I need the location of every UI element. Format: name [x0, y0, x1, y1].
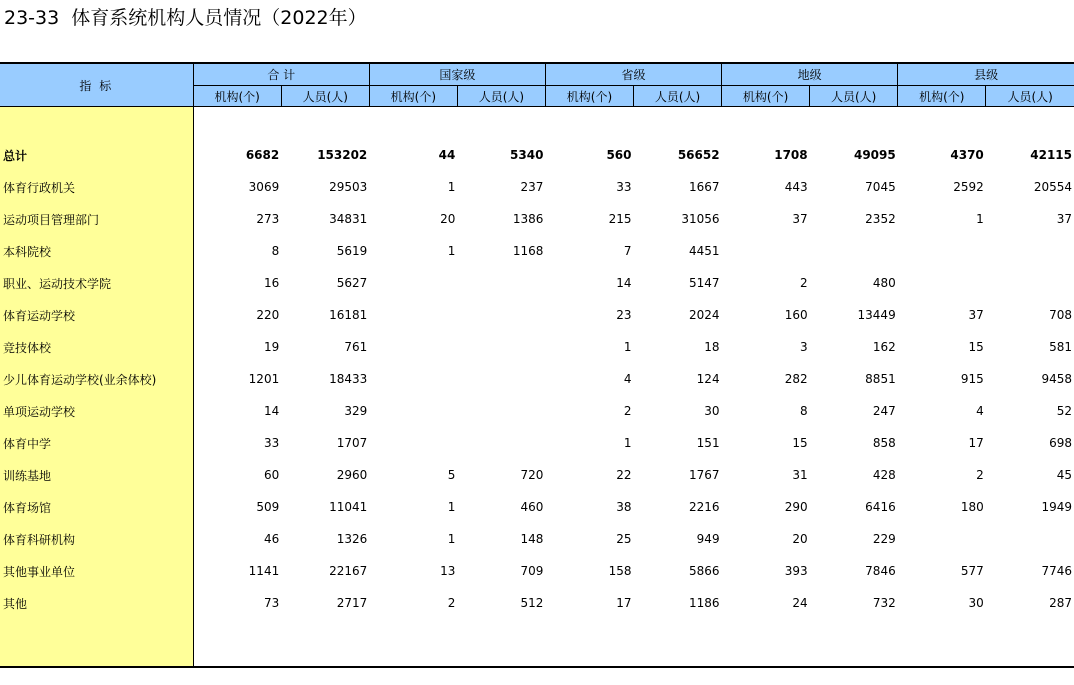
- header-personnel: 人员(人): [634, 86, 722, 107]
- header-institutions: 机构(个): [898, 86, 986, 107]
- cell-institutions: 1: [976, 212, 984, 226]
- cell-personnel: 732: [872, 596, 896, 610]
- cell-institutions: [369, 331, 457, 363]
- cell-personnel: 52: [1056, 404, 1072, 418]
- cell-institutions: 160: [784, 308, 808, 322]
- cell-personnel: 34831: [329, 212, 368, 226]
- cell-personnel: 247: [872, 404, 896, 418]
- cell-institutions: 1: [623, 436, 632, 450]
- cell-personnel: 1707: [336, 436, 368, 450]
- cell-institutions: 1: [447, 244, 456, 258]
- cell-personnel: [457, 363, 545, 395]
- cell-institutions: 17: [968, 436, 984, 450]
- cell-institutions: 577: [960, 564, 984, 578]
- cell-institutions: 73: [263, 596, 280, 610]
- label-cell: [0, 619, 193, 667]
- cell-personnel: 2352: [865, 212, 896, 226]
- cell-personnel: 162: [872, 340, 896, 354]
- cell-personnel: 709: [520, 564, 544, 578]
- row-label: 运动项目管理部门: [0, 203, 193, 235]
- cell-institutions: 15: [968, 340, 984, 354]
- cell-personnel: 18433: [329, 372, 368, 386]
- data-table-container: [0, 62, 1074, 668]
- cell-personnel: 49095: [853, 148, 896, 162]
- cell-personnel: 18: [704, 340, 720, 354]
- cell-personnel: 581: [1049, 340, 1072, 354]
- page-title: 23-33 体育系统机构人员情况（2022年）: [4, 7, 367, 29]
- cell-personnel: 7846: [865, 564, 896, 578]
- cell-institutions: 37: [968, 308, 984, 322]
- cell-personnel: [986, 235, 1074, 267]
- cell-institutions: 1: [447, 532, 456, 546]
- table-row: [0, 427, 1074, 459]
- cell-institutions: 915: [960, 372, 984, 386]
- cell-institutions: 1708: [774, 148, 808, 162]
- cell-personnel: 29503: [329, 180, 368, 194]
- row-label: 本科院校: [0, 235, 193, 267]
- cell-personnel: 460: [520, 500, 544, 514]
- cell-institutions: 2: [800, 276, 808, 290]
- cell-institutions: [369, 267, 457, 299]
- cell-personnel: 480: [872, 276, 896, 290]
- cell-personnel: 148: [520, 532, 544, 546]
- header-institutions: 机构(个): [722, 86, 810, 107]
- table-row: [0, 491, 1074, 523]
- row-label: 体育场馆: [0, 491, 193, 523]
- header-institutions: 机构(个): [193, 86, 281, 107]
- row-label: 训练基地: [0, 459, 193, 491]
- cell-institutions: 25: [616, 532, 632, 546]
- cell-institutions: 1: [623, 340, 632, 354]
- cell-institutions: 19: [263, 340, 280, 354]
- cell-institutions: 8: [800, 404, 808, 418]
- label-cell: [0, 107, 193, 140]
- table-row: [0, 203, 1074, 235]
- header-group-county: 县级: [898, 63, 1074, 86]
- header-group-prefecture: 地级: [722, 63, 898, 86]
- cell-institutions: 60: [263, 468, 280, 482]
- cell-institutions: 4: [623, 372, 632, 386]
- cell-institutions: 290: [784, 500, 808, 514]
- cell-personnel: 42115: [1030, 148, 1072, 162]
- cell-personnel: 1949: [1041, 500, 1072, 514]
- header-institutions: 机构(个): [369, 86, 457, 107]
- cell-personnel: 124: [696, 372, 720, 386]
- cell-personnel: 1186: [689, 596, 720, 610]
- cell-personnel: 5627: [336, 276, 368, 290]
- cell-institutions: 44: [438, 148, 456, 162]
- cell-personnel: 56652: [677, 148, 720, 162]
- cell-personnel: 1386: [512, 212, 544, 226]
- cell-institutions: 282: [784, 372, 808, 386]
- cell-personnel: 2216: [689, 500, 720, 514]
- data-table: [0, 62, 1074, 668]
- row-label: 单项运动学校: [0, 395, 193, 427]
- cell-institutions: 20: [792, 532, 808, 546]
- table-row: [0, 459, 1074, 491]
- cell-personnel: 30: [704, 404, 720, 418]
- cell-institutions: 20: [440, 212, 456, 226]
- cell-personnel: 708: [1049, 308, 1072, 322]
- cell-personnel: 512: [520, 596, 544, 610]
- empty-cell: [193, 619, 1074, 667]
- cell-personnel: 7045: [865, 180, 896, 194]
- cell-personnel: 1168: [512, 244, 544, 258]
- cell-personnel: 428: [872, 468, 896, 482]
- cell-institutions: 2592: [953, 180, 984, 194]
- cell-personnel: 31056: [681, 212, 720, 226]
- cell-institutions: 13: [440, 564, 456, 578]
- cell-personnel: [810, 235, 898, 267]
- table-header: [0, 63, 1074, 107]
- row-label: 体育中学: [0, 427, 193, 459]
- table-row: [0, 235, 1074, 267]
- header-personnel: 人员(人): [810, 86, 898, 107]
- cell-institutions: 1: [447, 180, 456, 194]
- cell-institutions: 6682: [245, 148, 280, 162]
- cell-institutions: 46: [263, 532, 280, 546]
- cell-personnel: 698: [1049, 436, 1072, 450]
- cell-personnel: [457, 427, 545, 459]
- table-row: [0, 395, 1074, 427]
- table-row: [0, 331, 1074, 363]
- header-indicator: 指 标: [0, 63, 193, 107]
- cell-personnel: 45: [1056, 468, 1072, 482]
- cell-personnel: 8851: [865, 372, 896, 386]
- row-label: 体育行政机关: [0, 171, 193, 203]
- cell-institutions: [369, 395, 457, 427]
- header-personnel: 人员(人): [986, 86, 1074, 107]
- cell-institutions: [898, 267, 986, 299]
- cell-personnel: 22167: [329, 564, 368, 578]
- cell-personnel: 37: [1056, 212, 1072, 226]
- cell-institutions: 509: [256, 500, 280, 514]
- cell-institutions: 31: [792, 468, 808, 482]
- table-footer-spacer: [0, 619, 1074, 667]
- row-label: 少儿体育运动学校(业余体校): [0, 363, 193, 395]
- header-group-provincial: 省级: [545, 63, 721, 86]
- cell-institutions: 8: [271, 244, 280, 258]
- cell-personnel: 7746: [1041, 564, 1072, 578]
- cell-personnel: [457, 395, 545, 427]
- cell-institutions: 22: [616, 468, 632, 482]
- cell-institutions: [369, 427, 457, 459]
- cell-institutions: 443: [784, 180, 808, 194]
- header-institutions: 机构(个): [545, 86, 633, 107]
- cell-institutions: 215: [608, 212, 632, 226]
- table-row: [0, 555, 1074, 587]
- row-label: 其他: [0, 587, 193, 619]
- cell-institutions: 30: [968, 596, 984, 610]
- cell-personnel: 2024: [689, 308, 720, 322]
- cell-personnel: [457, 267, 545, 299]
- cell-institutions: 33: [263, 436, 280, 450]
- table-row: [0, 267, 1074, 299]
- cell-personnel: 20554: [1033, 180, 1072, 194]
- table-row: [0, 299, 1074, 331]
- spacer-row: [0, 107, 1074, 140]
- cell-personnel: 237: [520, 180, 544, 194]
- cell-personnel: 11041: [329, 500, 368, 514]
- cell-institutions: [369, 363, 457, 395]
- header-group-total: 合 计: [193, 63, 369, 86]
- row-label: 竞技体校: [0, 331, 193, 363]
- cell-institutions: 2: [976, 468, 984, 482]
- table-row-total: [0, 139, 1074, 171]
- cell-personnel: 9458: [1041, 372, 1072, 386]
- cell-institutions: 5: [447, 468, 456, 482]
- cell-institutions: 33: [616, 180, 632, 194]
- cell-personnel: 761: [344, 340, 368, 354]
- row-label: 其他事业单位: [0, 555, 193, 587]
- cell-personnel: 2960: [336, 468, 368, 482]
- cell-institutions: 180: [960, 500, 984, 514]
- cell-personnel: 858: [872, 436, 896, 450]
- row-label: 体育运动学校: [0, 299, 193, 331]
- cell-personnel: 1667: [689, 180, 720, 194]
- cell-institutions: 3069: [248, 180, 280, 194]
- cell-personnel: 5866: [689, 564, 720, 578]
- cell-institutions: [722, 235, 810, 267]
- cell-personnel: 6416: [865, 500, 896, 514]
- cell-institutions: 17: [616, 596, 632, 610]
- cell-personnel: 329: [344, 404, 368, 418]
- cell-institutions: 4: [976, 404, 984, 418]
- cell-institutions: 16: [263, 276, 280, 290]
- cell-institutions: 7: [623, 244, 632, 258]
- cell-personnel: 1326: [336, 532, 368, 546]
- cell-institutions: 220: [256, 308, 280, 322]
- cell-personnel: 4451: [689, 244, 720, 258]
- table-body: [0, 107, 1074, 668]
- cell-institutions: 4370: [950, 148, 984, 162]
- cell-personnel: [986, 523, 1074, 555]
- cell-institutions: 2: [623, 404, 632, 418]
- cell-institutions: 23: [616, 308, 632, 322]
- cell-personnel: 229: [872, 532, 896, 546]
- row-label: 体育科研机构: [0, 523, 193, 555]
- cell-institutions: 37: [792, 212, 808, 226]
- cell-personnel: 13449: [857, 308, 896, 322]
- table-row: [0, 587, 1074, 619]
- header-group-national: 国家级: [369, 63, 545, 86]
- cell-personnel: 5147: [689, 276, 720, 290]
- cell-institutions: 158: [608, 564, 632, 578]
- cell-institutions: [898, 235, 986, 267]
- cell-institutions: 15: [792, 436, 808, 450]
- cell-personnel: 5619: [336, 244, 368, 258]
- table-row: [0, 171, 1074, 203]
- cell-institutions: 1141: [248, 564, 280, 578]
- cell-institutions: 393: [784, 564, 808, 578]
- table-row: [0, 523, 1074, 555]
- cell-institutions: 2: [447, 596, 456, 610]
- cell-institutions: 38: [616, 500, 632, 514]
- cell-personnel: [457, 299, 545, 331]
- cell-personnel: [457, 331, 545, 363]
- cell-personnel: 16181: [329, 308, 368, 322]
- cell-institutions: 1: [447, 500, 456, 514]
- cell-institutions: [369, 299, 457, 331]
- cell-personnel: 720: [520, 468, 544, 482]
- empty-cell: [193, 107, 1074, 140]
- cell-institutions: 14: [616, 276, 632, 290]
- cell-personnel: 153202: [317, 148, 368, 162]
- header-personnel: 人员(人): [281, 86, 369, 107]
- cell-institutions: 560: [606, 148, 632, 162]
- cell-personnel: 1767: [689, 468, 720, 482]
- row-label: 职业、运动技术学院: [0, 267, 193, 299]
- cell-institutions: 3: [800, 340, 808, 354]
- cell-personnel: 949: [696, 532, 720, 546]
- table-row: [0, 363, 1074, 395]
- cell-personnel: 287: [1049, 596, 1072, 610]
- cell-personnel: 5340: [510, 148, 544, 162]
- header-personnel: 人员(人): [457, 86, 545, 107]
- cell-personnel: [986, 267, 1074, 299]
- cell-institutions: 273: [256, 212, 280, 226]
- cell-institutions: [898, 523, 986, 555]
- cell-personnel: 2717: [336, 596, 368, 610]
- cell-personnel: 151: [696, 436, 720, 450]
- cell-institutions: 1201: [248, 372, 280, 386]
- cell-institutions: 24: [792, 596, 808, 610]
- cell-institutions: 14: [263, 404, 280, 418]
- row-label: 总计: [0, 139, 193, 171]
